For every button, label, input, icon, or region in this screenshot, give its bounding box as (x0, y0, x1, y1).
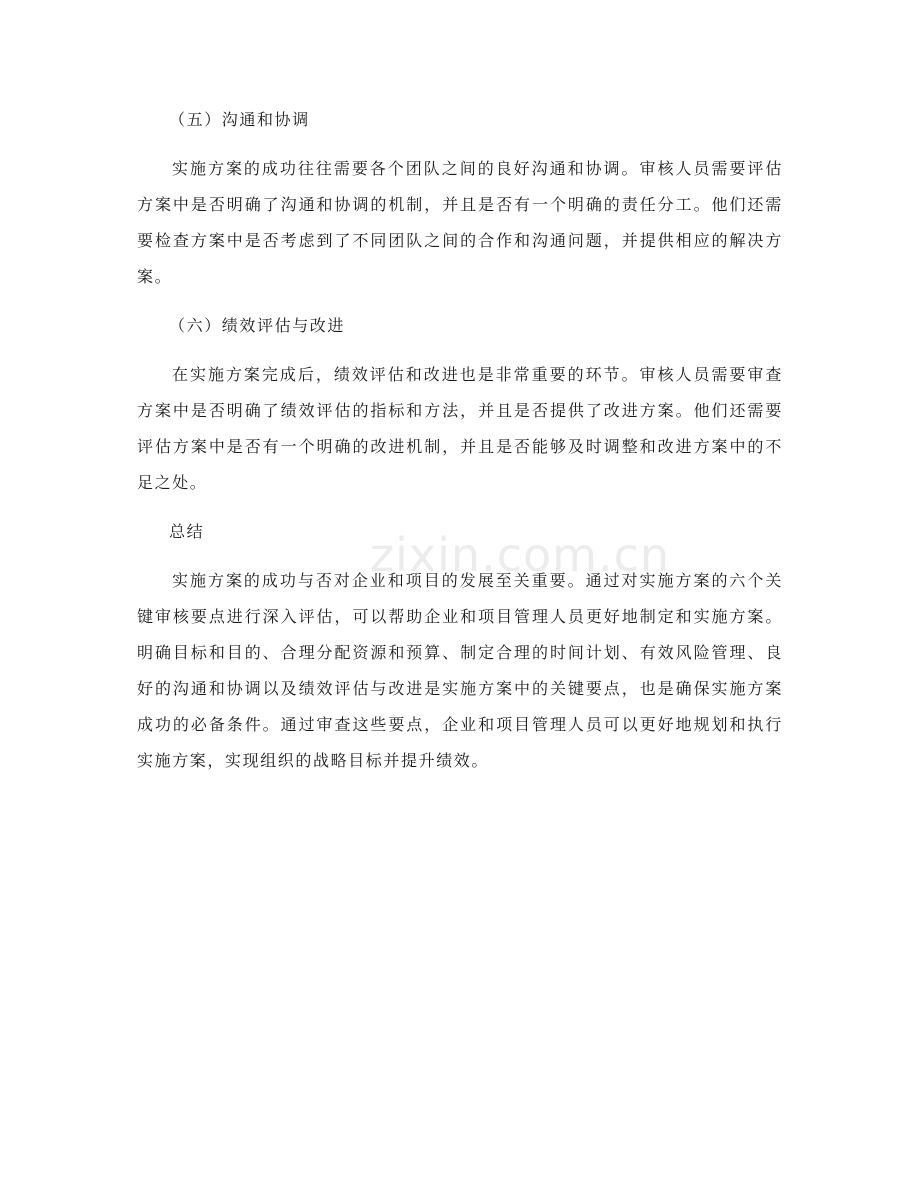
paragraph-line: 实施方案，实现组织的战略目标并提升绩效。 (137, 751, 490, 770)
section-heading-performance: （六）绩效评估与改进 (169, 316, 346, 335)
paragraph-line: 方案中是否明确了沟通和协调的机制，并且是否有一个明确的责任分工。他们还需 (137, 195, 783, 214)
section-heading-communication: （五）沟通和协调 (169, 110, 310, 129)
paragraph-line: 方案中是否明确了绩效评估的指标和方法，并且是否提供了改进方案。他们还需要 (137, 401, 783, 420)
paragraph-line: 评估方案中是否有一个明确的改进机制，并且是否能够及时调整和改进方案中的不 (137, 437, 783, 456)
paragraph-performance (137, 357, 783, 501)
section-heading-summary: 总结 (169, 522, 205, 541)
paragraph-line: 好的沟通和协调以及绩效评估与改进是实施方案中的关键要点，也是确保实施方案 (137, 679, 783, 698)
paragraph-line: 案。 (137, 267, 173, 286)
paragraph-line: 在实施方案完成后，绩效评估和改进也是非常重要的环节。审核人员需要审查 (172, 365, 783, 384)
paragraph-line: 实施方案的成功往往需要各个团队之间的良好沟通和协调。审核人员需要评估 (172, 159, 783, 178)
paragraph-line: 明确目标和目的、合理分配资源和预算、制定合理的时间计划、有效风险管理、良 (137, 643, 783, 662)
paragraph-summary (137, 563, 783, 779)
paragraph-line: 足之处。 (137, 473, 208, 492)
paragraph-line: 键审核要点进行深入评估，可以帮助企业和项目管理人员更好地制定和实施方案。 (137, 607, 783, 626)
paragraph-communication (137, 151, 783, 295)
paragraph-line: 实施方案的成功与否对企业和项目的发展至关重要。通过对实施方案的六个关 (172, 571, 783, 590)
paragraph-line: 要检查方案中是否考虑到了不同团队之间的合作和沟通问题，并提供相应的解决方 (137, 231, 783, 250)
paragraph-line: 成功的必备条件。通过审查这些要点，企业和项目管理人员可以更好地规划和执行 (137, 715, 783, 734)
watermark: zixin.com.cn (370, 528, 671, 582)
document-page (137, 102, 783, 792)
